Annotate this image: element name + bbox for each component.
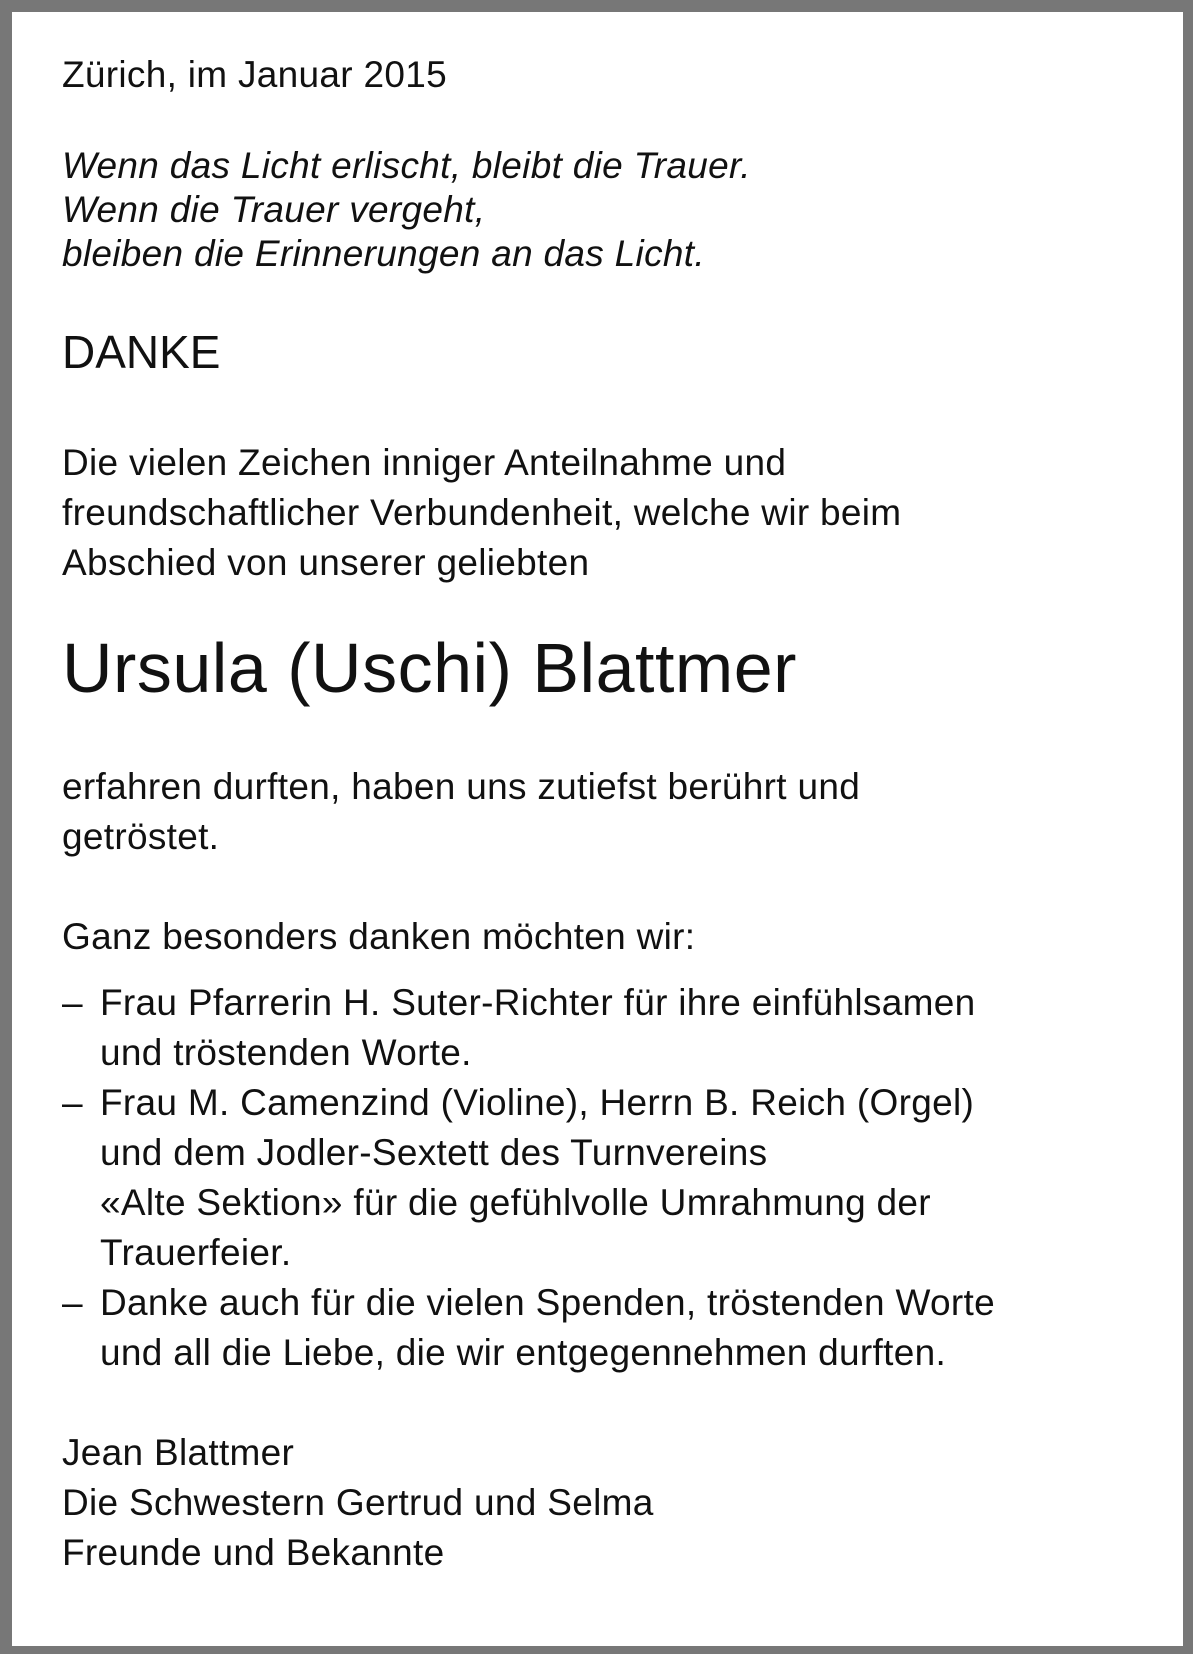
list-item [62,1278,1143,1378]
signers [62,1428,1143,1578]
poem-line: Wenn die Trauer vergeht, [62,189,486,230]
date-line: Zürich, im Januar 2015 [62,54,448,95]
paragraph-line: getröstet. [62,816,220,857]
dash-bullet: – [62,1282,83,1323]
list-item-line: Trauerfeier. [100,1232,292,1273]
signer-line: Freunde und Bekannte [62,1532,445,1573]
paragraph-line: erfahren durften, haben uns zutiefst berührt und [62,766,861,807]
poem [62,144,1143,276]
list-item [62,1078,1143,1278]
thanks-list [62,978,1143,1378]
list-item-line: und dem Jodler-Sextett des Turnvereins [100,1132,768,1173]
intro-paragraph [62,438,1143,588]
dash-bullet: – [62,982,83,1023]
signer-line: Jean Blattmer [62,1432,295,1473]
list-item-line: und all die Liebe, die wir entgegennehmen durften. [100,1332,947,1373]
thanks-intro: Ganz besonders danken möchten wir: [62,916,696,957]
dash-bullet: – [62,1082,83,1123]
notice-content [62,50,1143,1578]
list-item-line: Frau M. Camenzind (Violine), Herrn B. Reich (Orgel) [100,1082,975,1123]
list-item-line: und tröstenden Worte. [100,1032,472,1073]
deceased-name: Ursula (Uschi) Blattmer [62,629,797,707]
paragraph-line: Die vielen Zeichen inniger Anteilnahme und [62,442,787,483]
list-item-line: «Alte Sektion» für die gefühlvolle Umrahmung der [100,1182,931,1223]
followup-paragraph [62,762,1143,862]
paragraph-line: freundschaftlicher Verbundenheit, welche wir beim [62,492,902,533]
poem-line: Wenn das Licht erlischt, bleibt die Trauer. [62,145,751,186]
signer-line: Die Schwestern Gertrud und Selma [62,1482,654,1523]
poem-line: bleiben die Erinnerungen an das Licht. [62,233,705,274]
list-item-line: Frau Pfarrerin H. Suter-Richter für ihre einfühlsamen [100,982,976,1023]
list-item [62,978,1143,1078]
list-item-line: Danke auch für die vielen Spenden, tröstenden Worte [100,1282,995,1323]
heading-danke: DANKE [62,326,221,378]
paragraph-line: Abschied von unserer geliebten [62,542,590,583]
